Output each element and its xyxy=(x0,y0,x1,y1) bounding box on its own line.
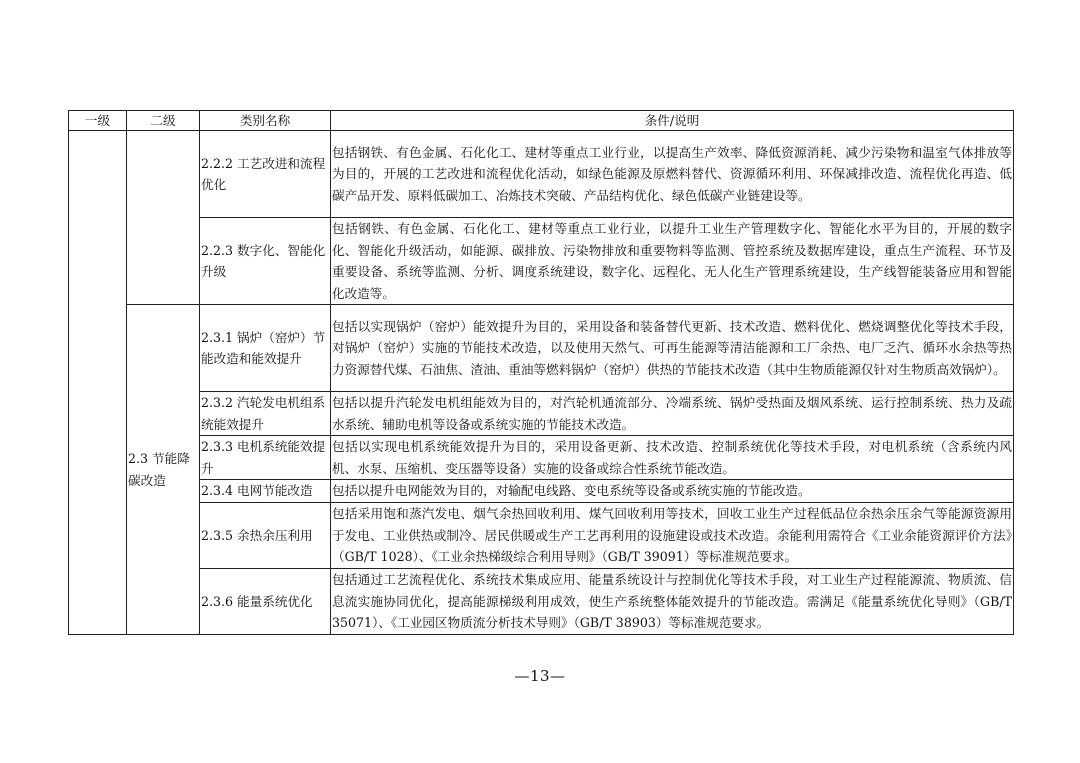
table-row xyxy=(69,392,1014,436)
category-cell: 2.3.6 能量系统优化 xyxy=(200,569,331,635)
header-level1: 一级 xyxy=(69,111,127,131)
header-level2: 二级 xyxy=(127,111,200,131)
category-cell: 2.2.2 工艺改进和流程优化 xyxy=(200,131,331,218)
category-cell: 2.3.2 汽轮发电机组系统能效提升 xyxy=(200,392,331,436)
page-number: —13— xyxy=(514,667,566,685)
header-category: 类别名称 xyxy=(200,111,331,131)
description-cell: 包括以实现电机系统能效提升为目的，采用设备更新、技术改造、控制系统优化等技术手段，对电机系统（含系统内风机、水泵、压缩机、变压器等设备）实施的设备或综合性系统节能改造。 xyxy=(331,436,1014,480)
description-cell: 包括钢铁、有色金属、石化化工、建材等重点工业行业，以提高生产效率、降低资源消耗、减少污染物和温室气体排放等为目的，开展的工艺改进和流程优化活动，如绿色能源及原燃料替代、资源循环利用、环保减排改造、流程优化再造、低碳产品开发、原料低碳加工、冶炼技术突破、产品结构优化、绿色低碳产业链建设等。 xyxy=(331,131,1014,218)
level2-cell-2-3: 2.3 节能降碳改造 xyxy=(127,305,200,635)
category-cell: 2.3.3 电机系统能效提升 xyxy=(200,436,331,480)
table-header-row xyxy=(69,111,1014,131)
table-row xyxy=(69,480,1014,503)
level1-cell xyxy=(69,131,127,635)
description-cell: 包括通过工艺流程优化、系统技术集成应用、能量系统设计与控制优化等技术手段，对工业生产过程能源流、物质流、信息流实施协同优化，提高能源梯级利用成效，使生产系统整体能效提升的节能改造。需满足《能量系统优化导则》（GB/T 35071）、《工业园区物质流分析技术导则》（GB/T 38903）等标准规范要求。 xyxy=(331,569,1014,635)
description-cell: 包括以提升电网能效为目的，对输配电线路、变电系统等设备或系统实施的节能改造。 xyxy=(331,480,1014,503)
table-row xyxy=(69,503,1014,569)
description-cell: 包括采用饱和蒸汽发电、烟气余热回收利用、煤气回收利用等技术，回收工业生产过程低品位余热余压余气等能源资源用于发电、工业供热或制冷、居民供暖或生产工艺再利用的设施建设或技术改造。余能利用需符合《工业余能资源评价方法》（GB/T 1028）、《工业余热梯级综合利用导则》（GB/T 39091）等标准规范要求。 xyxy=(331,503,1014,569)
table-row xyxy=(69,569,1014,635)
description-cell: 包括钢铁、有色金属、石化化工、建材等重点工业行业，以提升工业生产管理数字化、智能化水平为目的，开展的数字化、智能化升级活动，如能源、碳排放、污染物排放和重要物料等监测、管控系统及数据库建设，重点生产流程、环节及重要设备、系统等监测、分析、调度系统建设，数字化、远程化、无人化生产管理系统建设，生产线智能装备应用和智能化改造等。 xyxy=(331,218,1014,305)
description-cell: 包括以提升汽轮发电机组能效为目的，对汽轮机通流部分、冷端系统、锅炉受热面及烟风系统、运行控制系统、热力及疏水系统、辅助电机等设备或系统实施的节能技术改造。 xyxy=(331,392,1014,436)
table-row xyxy=(69,305,1014,392)
category-cell: 2.2.3 数字化、智能化升级 xyxy=(200,218,331,305)
table-row xyxy=(69,436,1014,480)
level2-cell-2-2 xyxy=(127,131,200,305)
category-cell: 2.3.1 锅炉（窑炉）节能改造和能效提升 xyxy=(200,305,331,392)
table-row xyxy=(69,218,1014,305)
description-cell: 包括以实现锅炉（窑炉）能效提升为目的，采用设备和装备替代更新、技术改造、燃料优化、燃烧调整优化等技术手段，对锅炉（窑炉）实施的节能技术改造，以及使用天然气、可再生能源等清洁能源和工厂余热、电厂乏汽、循环水余热等热力资源替代煤、石油焦、渣油、重油等燃料锅炉（窑炉）供热的节能技术改造（其中生物质能源仅针对生物质高效锅炉）。 xyxy=(331,305,1014,392)
classification-table xyxy=(68,110,1014,635)
category-cell: 2.3.4 电网节能改造 xyxy=(200,480,331,503)
table-row xyxy=(69,131,1014,218)
category-cell: 2.3.5 余热余压利用 xyxy=(200,503,331,569)
header-conditions: 条件/说明 xyxy=(331,111,1014,131)
